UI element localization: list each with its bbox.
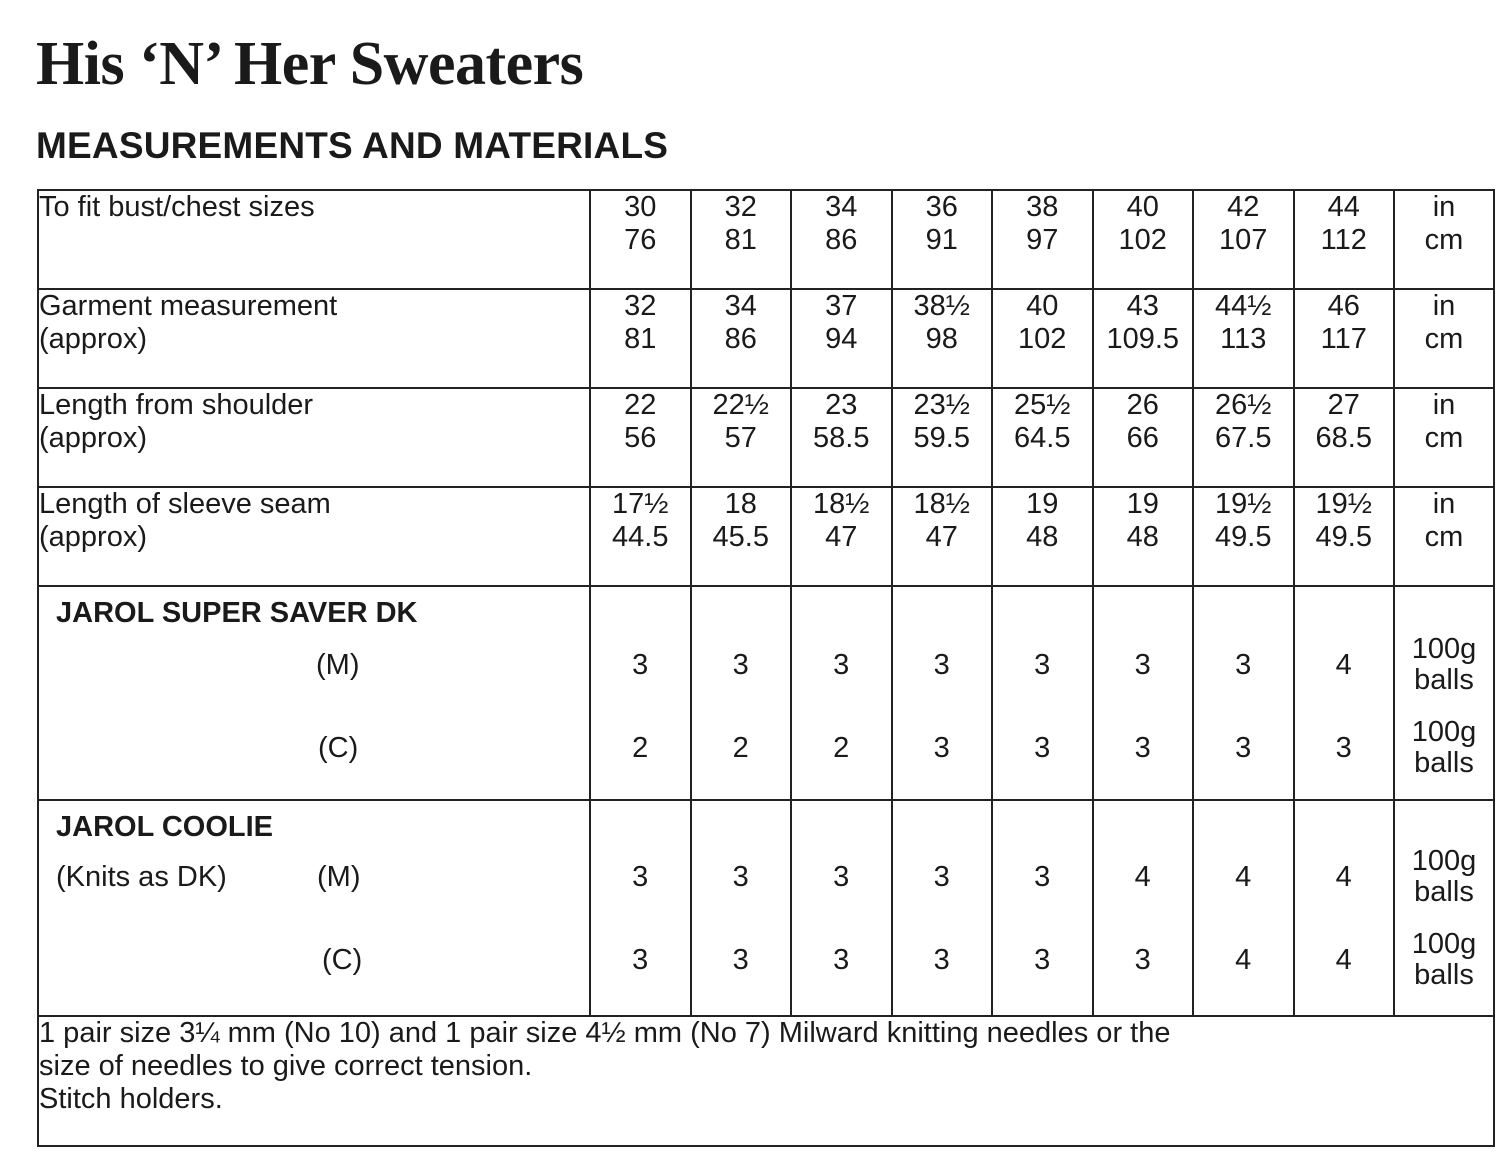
value-in: 44½: [1215, 290, 1272, 322]
size-value-cell: [892, 289, 993, 388]
unit-cell: [1394, 800, 1494, 1016]
main-ball-count: 3: [933, 861, 950, 893]
ball-count-cell: [1193, 586, 1294, 800]
size-value-cell: [791, 388, 892, 487]
main-ball-count: 4: [1335, 861, 1352, 893]
main-ball-count: 3: [632, 861, 649, 893]
yarn-row: [38, 586, 1494, 800]
unit-cell: [1394, 190, 1494, 289]
page-title: His ‘N’ Her Sweaters: [36, 30, 584, 98]
value-cm: 117: [1320, 323, 1367, 355]
ball-count-cell: [691, 800, 792, 1016]
size-value-cell: [1193, 190, 1294, 289]
size-value-cell: [1093, 388, 1194, 487]
needles-note-line: Stitch holders.: [39, 1083, 223, 1115]
value-in: 18½: [913, 488, 970, 520]
unit-line: 100g: [1411, 633, 1477, 665]
value-cm: 48: [1126, 521, 1159, 553]
unit-label: cm: [1424, 521, 1464, 553]
needles-note-line: size of needles to give correct tension.: [39, 1050, 533, 1082]
size-value-cell: [992, 190, 1093, 289]
size-value-cell: [1294, 289, 1395, 388]
yarn-row: [38, 800, 1494, 1016]
unit-label: in: [1432, 290, 1456, 322]
main-ball-count: 3: [732, 861, 749, 893]
value-cm: 98: [925, 323, 958, 355]
contrast-colour-label: (C): [322, 944, 363, 976]
value-cm: 109.5: [1106, 323, 1180, 355]
unit-label: in: [1432, 191, 1456, 223]
unit-cell: [1394, 388, 1494, 487]
unit-cell: [1394, 289, 1494, 388]
size-value-cell: [1294, 388, 1395, 487]
unit-line: 100g: [1411, 716, 1477, 748]
yarn-name: JAROL COOLIE: [56, 811, 273, 843]
size-value-cell: [691, 190, 792, 289]
main-ball-count: 3: [632, 649, 649, 681]
main-colour-label: (M): [317, 861, 361, 893]
contrast-ball-count: 3: [833, 944, 850, 976]
size-value-cell: [691, 289, 792, 388]
size-value-cell: [892, 190, 993, 289]
contrast-ball-count: 3: [933, 944, 950, 976]
value-in: 22: [624, 389, 657, 421]
value-in: 34: [825, 191, 858, 223]
table-row: [38, 487, 1494, 586]
value-in: 30: [624, 191, 657, 223]
value-cm: 57: [724, 422, 757, 454]
unit-label: in: [1432, 488, 1456, 520]
size-value-cell: [1294, 487, 1395, 586]
ball-count-cell: [1294, 586, 1395, 800]
row-label: [38, 190, 590, 289]
value-cm: 97: [1026, 224, 1059, 256]
size-value-cell: [1193, 487, 1294, 586]
size-value-cell: [791, 190, 892, 289]
value-cm: 58.5: [813, 422, 870, 454]
ball-count-cell: [892, 800, 993, 1016]
ball-count-cell: [1093, 800, 1194, 1016]
yarn-name: JAROL SUPER SAVER DK: [56, 597, 418, 629]
value-cm: 49.5: [1215, 521, 1272, 553]
value-in: 38: [1026, 191, 1059, 223]
main-ball-count: 4: [1335, 649, 1352, 681]
contrast-ball-count: 3: [933, 732, 950, 764]
size-value-cell: [1093, 190, 1194, 289]
main-ball-count: 3: [933, 649, 950, 681]
ball-count-cell: [590, 586, 691, 800]
unit-line: 100g: [1411, 845, 1477, 877]
value-in: 44: [1327, 191, 1360, 223]
value-in: 27: [1327, 389, 1360, 421]
row-label-line: To fit bust/chest sizes: [39, 191, 315, 223]
value-in: 26: [1126, 389, 1159, 421]
ball-count-cell: [590, 800, 691, 1016]
row-label-line: Length from shoulder: [39, 389, 314, 421]
value-cm: 59.5: [913, 422, 970, 454]
value-in: 32: [624, 290, 657, 322]
value-in: 18: [724, 488, 757, 520]
value-in: 22½: [712, 389, 769, 421]
value-in: 38½: [913, 290, 970, 322]
value-in: 23½: [913, 389, 970, 421]
yarn-note: (Knits as DK): [56, 861, 227, 893]
ball-count-cell: [691, 586, 792, 800]
contrast-ball-count: 3: [1235, 732, 1252, 764]
value-cm: 91: [925, 224, 958, 256]
value-in: 17½: [612, 488, 669, 520]
table-row: [38, 190, 1494, 289]
size-value-cell: [691, 487, 792, 586]
contrast-ball-count: 3: [1034, 944, 1051, 976]
ball-count-cell: [992, 586, 1093, 800]
yarn-label-cell: [38, 586, 590, 800]
contrast-ball-count: 3: [732, 944, 749, 976]
size-value-cell: [791, 487, 892, 586]
unit-label: [1395, 717, 1493, 779]
yarn-label-cell: [38, 800, 590, 1016]
value-in: 36: [925, 191, 958, 223]
value-in: 32: [724, 191, 757, 223]
value-cm: 76: [624, 224, 657, 256]
value-in: 25½: [1014, 389, 1071, 421]
value-cm: 67.5: [1215, 422, 1272, 454]
main-ball-count: 3: [1034, 649, 1051, 681]
needles-note-line: 1 pair size 3¼ mm (No 10) and 1 pair size 4½ mm (No 7) Milward knitting needles or the: [39, 1017, 1171, 1049]
size-value-cell: [992, 487, 1093, 586]
contrast-ball-count: 3: [1134, 944, 1151, 976]
value-in: 26½: [1215, 389, 1272, 421]
unit-line: balls: [1414, 959, 1474, 991]
contrast-ball-count: 2: [632, 732, 649, 764]
size-value-cell: [1093, 487, 1194, 586]
unit-line: balls: [1414, 664, 1474, 696]
table-row: [38, 388, 1494, 487]
main-ball-count: 3: [833, 861, 850, 893]
value-in: 19: [1126, 488, 1159, 520]
value-cm: 44.5: [612, 521, 669, 553]
value-in: 34: [724, 290, 757, 322]
value-in: 40: [1026, 290, 1059, 322]
value-cm: 81: [724, 224, 757, 256]
contrast-ball-count: 4: [1335, 944, 1352, 976]
value-cm: 112: [1320, 224, 1367, 256]
main-ball-count: 3: [833, 649, 850, 681]
size-value-cell: [791, 289, 892, 388]
value-in: 19½: [1315, 488, 1372, 520]
contrast-ball-count: 3: [632, 944, 649, 976]
value-cm: 47: [925, 521, 958, 553]
value-cm: 47: [825, 521, 858, 553]
value-cm: 64.5: [1014, 422, 1071, 454]
contrast-colour-label: (C): [318, 732, 359, 764]
value-cm: 107: [1219, 224, 1268, 256]
main-ball-count: 4: [1134, 861, 1151, 893]
ball-count-cell: [892, 586, 993, 800]
table-row: [38, 289, 1494, 388]
ball-count-cell: [1294, 800, 1395, 1016]
unit-label: in: [1432, 389, 1456, 421]
value-cm: 56: [624, 422, 657, 454]
main-ball-count: 3: [1134, 649, 1151, 681]
needles-note: [38, 1016, 1494, 1146]
unit-label: cm: [1424, 323, 1464, 355]
contrast-ball-count: 3: [1034, 732, 1051, 764]
ball-count-cell: [1093, 586, 1194, 800]
value-in: 42: [1227, 191, 1260, 223]
row-label-line: (approx): [39, 521, 147, 553]
value-cm: 102: [1018, 323, 1067, 355]
value-cm: 48: [1026, 521, 1059, 553]
row-label-line: (approx): [39, 323, 147, 355]
row-label: [38, 289, 590, 388]
unit-cell: [1394, 586, 1494, 800]
value-in: 46: [1327, 290, 1360, 322]
main-ball-count: 3: [732, 649, 749, 681]
size-value-cell: [892, 487, 993, 586]
unit-line: balls: [1414, 747, 1474, 779]
main-ball-count: 4: [1235, 861, 1252, 893]
unit-label: [1395, 634, 1493, 696]
needles-row: [38, 1016, 1494, 1146]
value-cm: 94: [825, 323, 858, 355]
value-in: 23: [825, 389, 858, 421]
size-value-cell: [590, 289, 691, 388]
main-colour-label: (M): [316, 649, 360, 681]
main-ball-count: 3: [1235, 649, 1252, 681]
unit-label: [1395, 929, 1493, 991]
contrast-ball-count: 2: [833, 732, 850, 764]
value-cm: 49.5: [1315, 521, 1372, 553]
row-label-line: (approx): [39, 422, 147, 454]
value-in: 19: [1026, 488, 1059, 520]
contrast-ball-count: 4: [1235, 944, 1252, 976]
unit-line: balls: [1414, 876, 1474, 908]
contrast-ball-count: 2: [732, 732, 749, 764]
value-cm: 45.5: [712, 521, 769, 553]
row-label-line: Length of sleeve seam: [39, 488, 331, 520]
size-value-cell: [590, 190, 691, 289]
unit-label: cm: [1424, 224, 1464, 256]
row-label: [38, 388, 590, 487]
size-value-cell: [1193, 388, 1294, 487]
row-label-line: Garment measurement: [39, 290, 338, 322]
contrast-ball-count: 3: [1134, 732, 1151, 764]
value-cm: 86: [825, 224, 858, 256]
value-in: 40: [1126, 191, 1159, 223]
size-value-cell: [992, 289, 1093, 388]
size-value-cell: [992, 388, 1093, 487]
ball-count-cell: [791, 800, 892, 1016]
size-value-cell: [1294, 190, 1395, 289]
value-cm: 113: [1220, 323, 1267, 355]
value-cm: 66: [1126, 422, 1159, 454]
value-cm: 81: [624, 323, 657, 355]
size-value-cell: [892, 388, 993, 487]
main-ball-count: 3: [1034, 861, 1051, 893]
size-value-cell: [590, 388, 691, 487]
section-subtitle: MEASUREMENTS AND MATERIALS: [36, 125, 669, 166]
size-value-cell: [590, 487, 691, 586]
size-value-cell: [1193, 289, 1294, 388]
ball-count-cell: [1193, 800, 1294, 1016]
value-in: 19½: [1215, 488, 1272, 520]
value-cm: 86: [724, 323, 757, 355]
unit-label: cm: [1424, 422, 1464, 454]
ball-count-cell: [791, 586, 892, 800]
value-in: 37: [825, 290, 858, 322]
measurements-table: [37, 189, 1495, 1147]
row-label: [38, 487, 590, 586]
unit-cell: [1394, 487, 1494, 586]
value-cm: 102: [1118, 224, 1167, 256]
value-in: 43: [1126, 290, 1159, 322]
unit-line: 100g: [1411, 928, 1477, 960]
size-value-cell: [691, 388, 792, 487]
size-value-cell: [1093, 289, 1194, 388]
unit-label: [1395, 846, 1493, 908]
contrast-ball-count: 3: [1335, 732, 1352, 764]
value-in: 18½: [813, 488, 870, 520]
ball-count-cell: [992, 800, 1093, 1016]
value-cm: 68.5: [1315, 422, 1372, 454]
